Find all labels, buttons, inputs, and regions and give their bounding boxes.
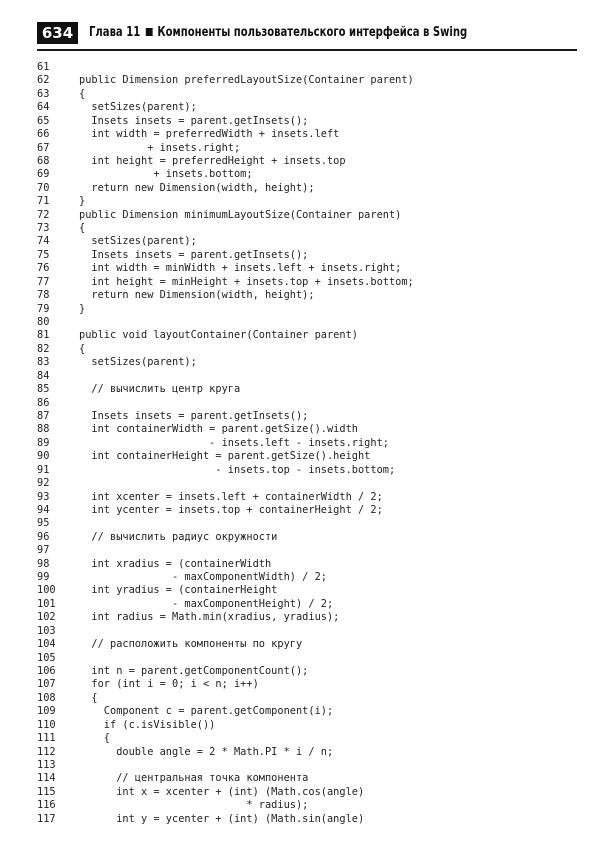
- chapter-label: Глава 11: [89, 25, 141, 40]
- line-number: 80: [37, 316, 50, 329]
- code-line: [37, 746, 577, 759]
- page-number: 634: [37, 22, 78, 44]
- line-number: 91: [37, 463, 50, 476]
- code-line: [37, 61, 577, 74]
- line-number: 62: [37, 74, 50, 87]
- code-line: [37, 544, 577, 557]
- line-number: 67: [37, 141, 50, 154]
- code-text: - maxComponentHeight) / 2;: [79, 597, 334, 610]
- code-text: - insets.top - insets.bottom;: [79, 463, 396, 476]
- line-number: 100: [37, 584, 56, 597]
- line-number: 92: [37, 477, 50, 490]
- code-line: [37, 101, 577, 114]
- code-text: setSizes(parent);: [79, 235, 197, 248]
- code-line: [37, 222, 577, 235]
- code-line: [37, 611, 577, 624]
- code-line: [37, 705, 577, 718]
- code-line: [37, 638, 577, 651]
- code-text: public void layoutContainer(Container parent): [79, 329, 358, 342]
- line-number: 116: [37, 799, 56, 812]
- code-text: }: [79, 302, 86, 315]
- line-number: 70: [37, 181, 50, 194]
- line-number: 102: [37, 611, 56, 624]
- line-number: 72: [37, 208, 50, 221]
- line-number: 101: [37, 597, 56, 610]
- line-number: 69: [37, 168, 50, 181]
- code-line: [37, 491, 577, 504]
- line-number: 82: [37, 342, 50, 355]
- code-text: int x = xcenter + (int) (Math.cos(angle): [79, 785, 365, 798]
- code-line: [37, 423, 577, 436]
- code-text: + insets.right;: [79, 141, 241, 154]
- code-text: // расположить компоненты по кругу: [79, 638, 303, 651]
- line-number: 68: [37, 154, 50, 167]
- code-line: [37, 759, 577, 772]
- code-text: int y = ycenter + (int) (Math.sin(angle): [79, 812, 365, 825]
- code-line: [37, 168, 577, 181]
- line-number: 108: [37, 691, 56, 704]
- code-line: [37, 155, 577, 168]
- code-line: [37, 370, 577, 383]
- line-number: 73: [37, 222, 50, 235]
- chapter-title: Компоненты пользовательского интерфейса в Swing: [157, 25, 468, 40]
- code-line: [37, 450, 577, 463]
- line-number: 104: [37, 638, 56, 651]
- code-text: int xradius = (containerWidth: [79, 557, 272, 570]
- code-text: // центральная точка компонента: [79, 772, 309, 785]
- code-line: [37, 249, 577, 262]
- code-text: {: [79, 222, 86, 235]
- line-number: 78: [37, 289, 50, 302]
- line-number: 89: [37, 436, 50, 449]
- code-line: [37, 383, 577, 396]
- code-text: if (c.isVisible()): [79, 718, 216, 731]
- code-text: setSizes(parent);: [79, 101, 197, 114]
- code-text: int yradius = (containerHeight: [79, 584, 278, 597]
- code-line: [37, 477, 577, 490]
- code-text: public Dimension preferredLayoutSize(Container parent): [79, 74, 414, 87]
- code-line: [37, 772, 577, 785]
- code-text: int height = minHeight + insets.top + insets.bottom;: [79, 275, 414, 288]
- code-text: {: [79, 732, 110, 745]
- code-text: int n = parent.getComponentCount();: [79, 664, 309, 677]
- line-number: 114: [37, 772, 56, 785]
- line-number: 90: [37, 450, 50, 463]
- line-number: 64: [37, 101, 50, 114]
- line-number: 103: [37, 624, 56, 637]
- code-line: [37, 625, 577, 638]
- code-line: [37, 182, 577, 195]
- line-number: 95: [37, 517, 50, 530]
- line-number: 74: [37, 235, 50, 248]
- line-number: 110: [37, 718, 56, 731]
- code-line: [37, 799, 577, 812]
- code-line: [37, 813, 577, 826]
- code-text: - maxComponentWidth) / 2;: [79, 571, 327, 584]
- line-number: 79: [37, 302, 50, 315]
- line-number: 99: [37, 571, 50, 584]
- code-listing: [37, 61, 577, 826]
- code-text: Component c = parent.getComponent(i);: [79, 705, 334, 718]
- code-text: * radius);: [79, 799, 309, 812]
- code-text: return new Dimension(width, height);: [79, 289, 315, 302]
- line-number: 93: [37, 490, 50, 503]
- line-number: 106: [37, 664, 56, 677]
- code-text: setSizes(parent);: [79, 356, 197, 369]
- code-line: [37, 437, 577, 450]
- code-text: int width = minWidth + insets.left + insets.right;: [79, 262, 402, 275]
- code-line: [37, 74, 577, 87]
- square-bullet-icon: [145, 28, 152, 36]
- code-line: [37, 531, 577, 544]
- code-line: [37, 558, 577, 571]
- code-line: [37, 678, 577, 691]
- code-line: [37, 397, 577, 410]
- code-text: + insets.bottom;: [79, 168, 253, 181]
- code-line: [37, 584, 577, 597]
- code-line: [37, 410, 577, 423]
- line-number: 97: [37, 544, 50, 557]
- code-text: int containerHeight = parent.getSize().height: [79, 450, 371, 463]
- code-text: // вычислить центр круга: [79, 383, 241, 396]
- line-number: 105: [37, 651, 56, 664]
- code-text: return new Dimension(width, height);: [79, 181, 315, 194]
- line-number: 83: [37, 356, 50, 369]
- code-text: for (int i = 0; i < n; i++): [79, 678, 259, 691]
- running-title: [89, 22, 467, 44]
- code-line: [37, 504, 577, 517]
- code-line: [37, 652, 577, 665]
- line-number: 81: [37, 329, 50, 342]
- line-number: 87: [37, 409, 50, 422]
- code-line: [37, 464, 577, 477]
- line-number: 107: [37, 678, 56, 691]
- code-text: public Dimension minimumLayoutSize(Container parent): [79, 208, 402, 221]
- code-line: [37, 665, 577, 678]
- code-line: [37, 276, 577, 289]
- code-line: [37, 303, 577, 316]
- code-line: [37, 719, 577, 732]
- code-text: {: [79, 87, 86, 100]
- line-number: 98: [37, 557, 50, 570]
- code-line: [37, 88, 577, 101]
- code-line: [37, 235, 577, 248]
- line-number: 94: [37, 503, 50, 516]
- code-line: [37, 571, 577, 584]
- code-text: }: [79, 195, 86, 208]
- code-text: int radius = Math.min(xradius, yradius);: [79, 611, 340, 624]
- line-number: 96: [37, 530, 50, 543]
- code-line: [37, 343, 577, 356]
- code-text: int width = preferredWidth + insets.left: [79, 128, 340, 141]
- code-line: [37, 289, 577, 302]
- code-line: [37, 142, 577, 155]
- code-text: {: [79, 342, 86, 355]
- line-number: 61: [37, 61, 50, 73]
- line-number: 112: [37, 745, 56, 758]
- line-number: 115: [37, 785, 56, 798]
- code-text: Insets insets = parent.getInsets();: [79, 409, 309, 422]
- code-line: [37, 115, 577, 128]
- line-number: 63: [37, 87, 50, 100]
- line-number: 117: [37, 812, 56, 825]
- line-number: 66: [37, 128, 50, 141]
- line-number: 109: [37, 705, 56, 718]
- line-number: 111: [37, 732, 56, 745]
- code-text: // вычислить радиус окружности: [79, 530, 278, 543]
- code-text: {: [79, 691, 98, 704]
- line-number: 71: [37, 195, 50, 208]
- line-number: 84: [37, 369, 50, 382]
- line-number: 65: [37, 114, 50, 127]
- code-line: [37, 598, 577, 611]
- code-text: int xcenter = insets.left + containerWidth / 2;: [79, 490, 383, 503]
- line-number: 113: [37, 758, 56, 771]
- code-line: [37, 517, 577, 530]
- line-number: 85: [37, 383, 50, 396]
- line-number: 76: [37, 262, 50, 275]
- code-line: [37, 692, 577, 705]
- code-text: Insets insets = parent.getInsets();: [79, 248, 309, 261]
- code-line: [37, 786, 577, 799]
- line-number: 75: [37, 248, 50, 261]
- code-line: [37, 209, 577, 222]
- line-number: 88: [37, 423, 50, 436]
- code-text: double angle = 2 * Math.PI * i / n;: [79, 745, 334, 758]
- code-line: [37, 128, 577, 141]
- line-number: 77: [37, 275, 50, 288]
- code-line: [37, 329, 577, 342]
- code-line: [37, 356, 577, 369]
- page-header: [37, 17, 577, 51]
- code-line: [37, 262, 577, 275]
- code-line: [37, 732, 577, 745]
- code-text: int containerWidth = parent.getSize().width: [79, 423, 358, 436]
- code-text: int height = preferredHeight + insets.top: [79, 154, 346, 167]
- line-number: 86: [37, 396, 50, 409]
- code-text: Insets insets = parent.getInsets();: [79, 114, 309, 127]
- code-line: [37, 195, 577, 208]
- code-line: [37, 316, 577, 329]
- code-text: int ycenter = insets.top + containerHeight / 2;: [79, 503, 383, 516]
- code-text: - insets.left - insets.right;: [79, 436, 389, 449]
